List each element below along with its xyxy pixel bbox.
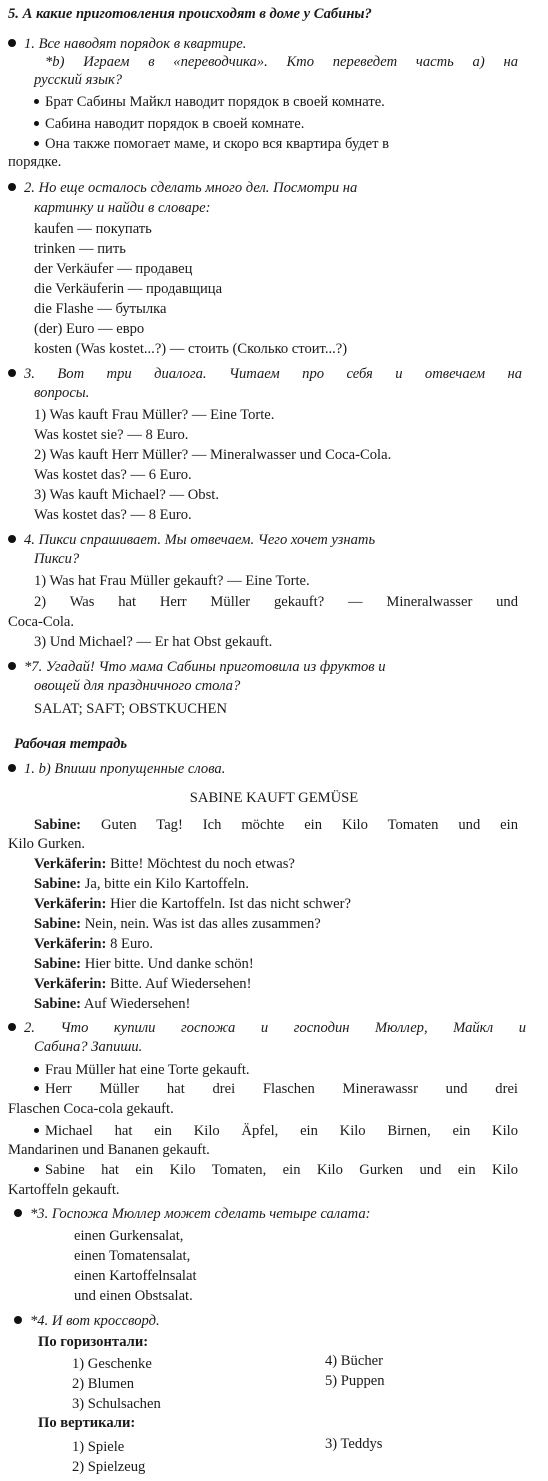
ex2-answer: Herr Müller hat drei Flaschen Minerawassr und drei (34, 1079, 548, 1099)
item1-bullet-3-cont: порядке. (8, 154, 62, 170)
item1-line1: 1. Все наводят порядок в квартире. (8, 34, 548, 54)
item7-line1: *7. Угадай! Что мама Сабины приготовила из фруктов и (8, 657, 548, 677)
ex2-answer: Michael hat ein Kilo Äpfel, ein Kilo Birnen, ein Kilo (34, 1121, 548, 1141)
item3-line1: 3. Вот три диалога. Читаем про себя и отвечаем на (8, 364, 548, 384)
dialogue-row: Sabine: Ja, bitte ein Kilo Kartoffeln. (34, 876, 249, 892)
item1-line3: русский язык? (34, 72, 123, 88)
small-bullet-icon (34, 1067, 39, 1072)
ex3-label: *3. Госпожа Мюллер может сделать четыре салата: (14, 1204, 548, 1224)
small-bullet-icon (34, 1086, 39, 1091)
vocab-item: die Flashe — бутылка (34, 301, 167, 317)
item3-line2: вопросы. (34, 385, 90, 401)
dialogue-row: Sabine: Hier bitte. Und danke schön! (34, 956, 254, 972)
dialogue-row: Verkäferin: 8 Euro. (34, 936, 154, 952)
crossword-answer: 4) Bücher (325, 1353, 383, 1369)
dialogue-row: Verkäferin: Bitte. Auf Wiedersehen! (34, 976, 252, 992)
ex2-answer: Mandarinen und Bananen gekauft. (8, 1142, 210, 1158)
dialogue-line: 3) Was kauft Michael? — Obst. (34, 487, 219, 503)
dialogue-row: Sabine: Nein, nein. Was ist das alles zusammen? (34, 916, 321, 932)
dialogue-line: 2) Was kauft Herr Müller? — Mineralwasser und Coca-Cola. (34, 447, 392, 463)
vocab-item: der Verkäufer — продавец (34, 261, 193, 277)
salad-item: und einen Obstsalat. (74, 1288, 193, 1304)
vocab-item: die Verkäuferin — продавщица (34, 281, 223, 297)
dialogue-row: Sabine: Auf Wiedersehen! (34, 996, 191, 1012)
dialogue-line: 1) Was kauft Frau Müller? — Eine Torte. (34, 407, 275, 423)
item2-line1: 2. Но еще осталось сделать много дел. Посмотри на (8, 178, 548, 198)
item7-line2: овощей для праздничного стола? (34, 678, 241, 694)
vocab-item: kaufen — покупать (34, 221, 152, 237)
crossword-answer: 2) Spielzeug (72, 1459, 146, 1475)
item2-line2: картинку и найди в словаре: (34, 200, 211, 216)
bullet-icon (8, 369, 16, 377)
bullet-icon (14, 1209, 22, 1217)
item1-bullet-2: Сабина наводит порядок в своей комнате. (34, 114, 548, 134)
ex2-line1: 2. Что купили госпожа и господин Мюллер, Майкл и (8, 1018, 548, 1038)
crossword-answer: 5) Puppen (325, 1373, 385, 1389)
dialogue-row: Verkäferin: Bitte! Möchtest du noch etwas? (34, 856, 295, 872)
salad-item: einen Kartoffelnsalat (74, 1268, 197, 1284)
ex2-answer: Frau Müller hat eine Torte gekauft. (34, 1060, 548, 1080)
crossword-answer: 3) Teddys (325, 1436, 383, 1452)
bullet-icon (8, 39, 16, 47)
bullet-icon (14, 1316, 22, 1324)
answer-line: 2) Was hat Herr Müller gekauft? — Mineralwasser und (34, 594, 518, 610)
item1-bullet-1: Брат Сабины Майкл наводит порядок в своей комнате. (34, 92, 548, 112)
small-bullet-icon (34, 141, 39, 146)
answer-line: 3) Und Michael? — Er hat Obst gekauft. (34, 634, 273, 650)
item1-bullet-3: Она также помогает маме, и скоро вся квартира будет в (34, 134, 548, 154)
item4-line2: Пикси? (34, 551, 80, 567)
crossword-answer: 1) Spiele (72, 1439, 125, 1455)
small-bullet-icon (34, 1167, 39, 1172)
salad-item: einen Gurkensalat, (74, 1228, 184, 1244)
ex1-label: 1. b) Впиши пропущенные слова. (8, 759, 548, 779)
dialogue-line: Was kostet das? — 8 Euro. (34, 507, 192, 523)
item4-line1: 4. Пикси спрашивает. Мы отвечаем. Чего хочет узнать (8, 530, 548, 550)
ex2-line2: Сабина? Запиши. (34, 1039, 143, 1055)
vocab-item: (der) Euro — евро (34, 321, 145, 337)
bullet-icon (8, 535, 16, 543)
vocab-item: trinken — пить (34, 241, 126, 257)
bullet-icon (8, 1023, 16, 1031)
dialogue-title: SABINE KAUFT GEMÜSE (189, 790, 359, 806)
bullet-icon (8, 662, 16, 670)
crossword-answer: 3) Schulsachen (72, 1396, 161, 1412)
vocab-item: kosten (Was kostet...?) — стоить (Сколько стоит...?) (34, 341, 348, 357)
ex2-answer: Kartoffeln gekauft. (8, 1182, 120, 1198)
dialogue-row: Verkäferin: Hier die Kartoffeln. Ist das nicht schwer? (34, 896, 351, 912)
dialogue-row: Sabine: Guten Tag! Ich möchte ein Kilo Tomaten und ein (34, 817, 518, 833)
vertical-heading: По вертикали: (38, 1415, 136, 1431)
crossword-answer: 2) Blumen (72, 1376, 135, 1392)
small-bullet-icon (34, 1128, 39, 1133)
dialogue-line: Was kostet sie? — 8 Euro. (34, 427, 189, 443)
workbook-heading: Рабочая тетрадь (14, 736, 128, 752)
salad-item: einen Tomatensalat, (74, 1248, 191, 1264)
item7-answer: SALAT; SAFT; OBSTKUCHEN (34, 701, 227, 717)
small-bullet-icon (34, 99, 39, 104)
crossword-answer: 1) Geschenke (72, 1356, 152, 1372)
small-bullet-icon (34, 121, 39, 126)
dialogue-line: Was kostet das? — 6 Euro. (34, 467, 192, 483)
ex4-label: *4. И вот кроссворд. (14, 1311, 548, 1331)
horizontal-heading: По горизонтали: (38, 1334, 149, 1350)
task-title: 5. А какие приготовления происходят в доме у Сабины? (8, 6, 372, 22)
bullet-icon (8, 183, 16, 191)
answer-line: 1) Was hat Frau Müller gekauft? — Eine Torte. (34, 573, 310, 589)
answer-line: Coca-Cola. (8, 614, 75, 630)
bullet-icon (8, 764, 16, 772)
ex2-answer: Sabine hat ein Kilo Tomaten, ein Kilo Gurken und ein Kilo (34, 1160, 548, 1180)
ex2-answer: Flaschen Coca-cola gekauft. (8, 1101, 174, 1117)
dialogue-row: Kilo Gurken. (8, 836, 86, 852)
item1-line2: *b) Играем в «переводчика». Кто переведет часть a) на (45, 54, 518, 70)
